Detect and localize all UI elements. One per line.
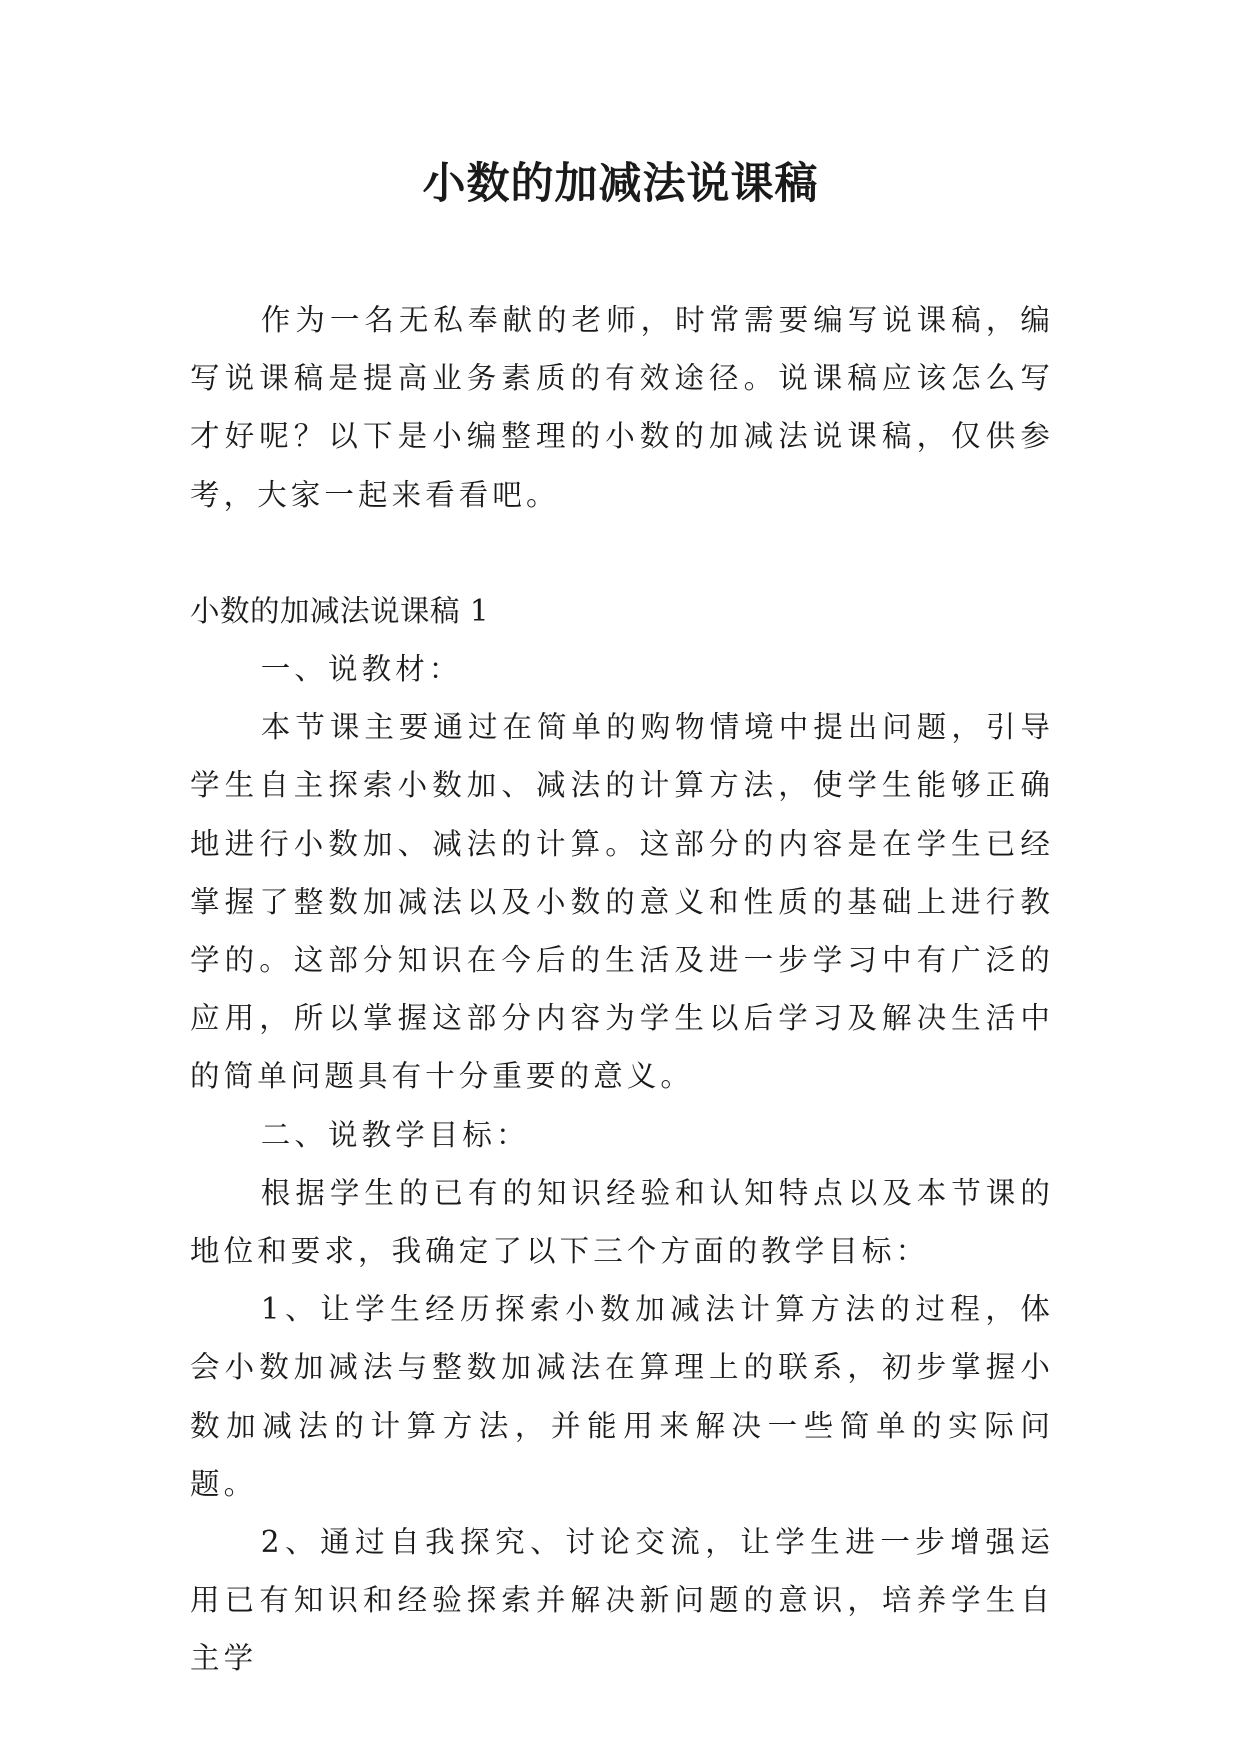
section-title: 小数的加减法说课稿 1 [190, 593, 490, 628]
document-title: 小数的加减法说课稿 [422, 159, 819, 209]
paragraph-teaching-goals: 根据学生的已有的知识经验和认知特点以及本节课的地位和要求，我确定了以下三个方面的教学目标： [190, 1175, 1054, 1269]
intro-paragraph: 作为一名无私奉献的老师，时常需要编写说课稿，编写说课稿是提高业务素质的有效途径。说课稿应该怎么写才好呢？以下是小编整理的小数的加减法说课稿，仅供参考，大家一起来看看吧。 [190, 303, 1054, 512]
goal-item-1: 1、让学生经历探索小数加减法计算方法的过程，体会小数加减法与整数加减法在算理上的联系，初步掌握小数加减法的计算方法，并能用来解决一些简单的实际问题。 [190, 1292, 1054, 1501]
heading-teaching-goals: 二、说教学目标： [260, 1117, 530, 1152]
goal-item-2: 2、通过自我探究、讨论交流，让学生进一步增强运用已有知识和经验探索并解决新问题的意识，培养学生自主学 [190, 1525, 1054, 1676]
document-body [190, 291, 1054, 1688]
heading-textbook: 一、说教材： [260, 652, 463, 687]
paragraph-textbook: 本节课主要通过在简单的购物情境中提出问题，引导学生自主探索小数加、减法的计算方法，使学生能够正确地进行小数加、减法的计算。这部分的内容是在学生已经掌握了整数加减法以及小数的意义和性质的基础上进行教学的。这部分知识在今后的生活及进一步学习中有广泛的应用，所以掌握这部分内容为学生以后学习及解决生活中的简单问题具有十分重要的意义。 [190, 710, 1054, 1094]
